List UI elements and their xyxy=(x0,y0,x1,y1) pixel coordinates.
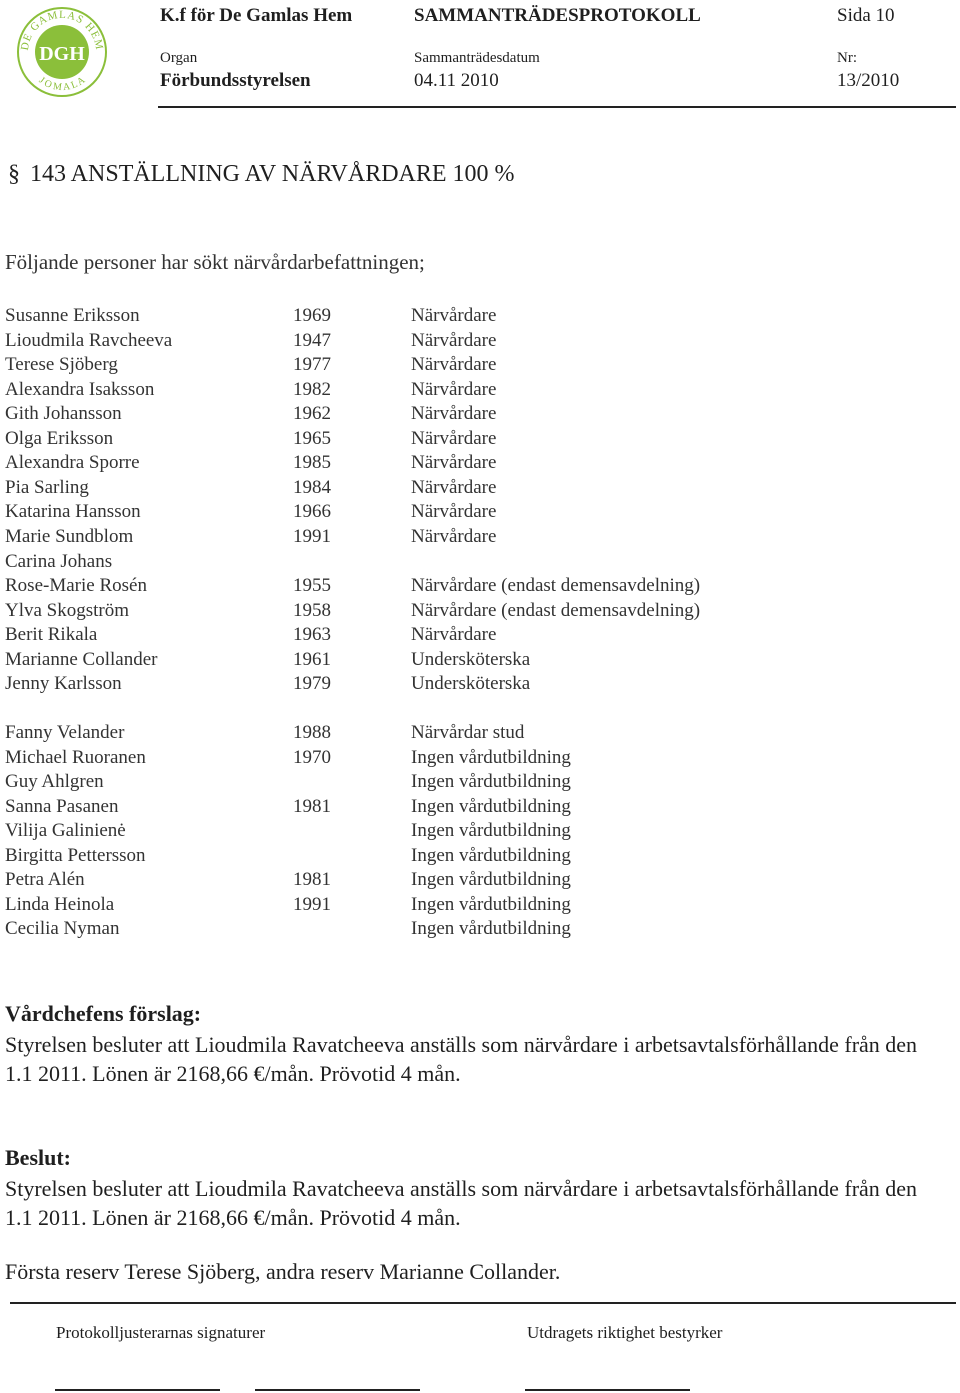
proposal-text: Styrelsen besluter att Lioudmila Ravatcheeva anställs som närvårdare i arbetsavtalsförhållande från den 1.1 2011. Lönen är 2168,66 €/mån. Prövotid 4 mån. xyxy=(5,1032,918,1086)
applicant-qualification: Ingen vårdutbildning xyxy=(411,869,571,891)
applicant-name: Petra Alén xyxy=(5,869,85,891)
applicant-name: Susanne Eriksson xyxy=(5,305,140,326)
signatures-label: Protokolljusterarnas signaturer xyxy=(56,1323,266,1342)
proposal-heading: Vårdchefens förslag: xyxy=(5,1001,202,1026)
organ-value: Förbundsstyrelsen xyxy=(160,70,311,91)
applicant-name: Sanna Pasanen xyxy=(5,795,119,817)
applicant-name: Rose-Marie Rosén xyxy=(5,575,147,597)
applicant-name: Katarina Hansson xyxy=(5,501,141,523)
applicant-qualification: Närvårdare xyxy=(411,378,497,400)
applicant-birth-year: 1982 xyxy=(293,378,331,400)
nr-value: 13/2010 xyxy=(837,70,900,91)
applicant-qualification: Närvårdar stud xyxy=(411,722,525,743)
applicant-qualification: Ingen vårdutbildning xyxy=(411,771,571,793)
applicant-birth-year: 1981 xyxy=(293,869,331,891)
date-value: 04.11 2010 xyxy=(414,70,499,91)
organization-logo xyxy=(14,4,110,100)
applicant-birth-year: 1958 xyxy=(293,599,331,621)
section-title: 143 ANSTÄLLNING AV NÄRVÅRDARE 100 % xyxy=(30,161,515,187)
applicant-name: Jenny Karlsson xyxy=(5,673,122,695)
applicant-qualification: Närvårdare xyxy=(411,624,497,646)
org-name: K.f för De Gamlas Hem xyxy=(160,5,353,26)
applicant-birth-year: 1970 xyxy=(293,746,331,768)
footer-rule xyxy=(10,1302,956,1304)
applicant-qualification: Ingen vårdutbildning xyxy=(411,795,571,817)
applicant-name: Alexandra Isaksson xyxy=(5,378,155,400)
signature-line xyxy=(525,1389,690,1391)
applicant-qualification: Ingen vårdutbildning xyxy=(411,746,571,768)
applicant-name: Terese Sjöberg xyxy=(5,354,118,376)
applicant-qualification: Närvårdare xyxy=(411,501,497,523)
applicant-name: Gith Johansson xyxy=(5,403,122,425)
applicant-qualification: Ingen vårdutbildning xyxy=(411,893,571,915)
page-number: Sida 10 xyxy=(837,5,895,26)
applicant-qualification: Närvårdare xyxy=(411,525,497,547)
applicant-birth-year: 1981 xyxy=(293,795,331,817)
applicant-qualification: Ingen vårdutbildning xyxy=(411,918,571,940)
applicant-name: Guy Ahlgren xyxy=(5,771,104,793)
applicant-name: Alexandra Sporre xyxy=(5,452,140,474)
applicant-name: Lioudmila Ravcheeva xyxy=(5,329,173,351)
applicant-name: Pia Sarling xyxy=(5,476,89,498)
applicant-birth-year: 1991 xyxy=(293,525,331,547)
applicant-qualification: Ingen vårdutbildning xyxy=(411,820,571,842)
signature-line xyxy=(255,1389,420,1391)
applicant-birth-year: 1969 xyxy=(293,305,331,326)
applicant-birth-year: 1979 xyxy=(293,673,331,695)
applicant-name: Linda Heinola xyxy=(5,893,115,915)
signature-line xyxy=(55,1389,220,1391)
applicant-qualification: Undersköterska xyxy=(411,673,531,695)
applicant-birth-year: 1947 xyxy=(293,329,331,351)
logo-ring-top: DE GAMLAS HEM xyxy=(18,8,106,52)
applicant-qualification: Närvårdare xyxy=(411,452,497,474)
paragraph-symbol: § xyxy=(8,161,20,187)
applicant-name: Vilija Galinienė xyxy=(5,820,126,842)
applicant-birth-year: 1962 xyxy=(293,403,331,425)
applicant-name: Ylva Skogström xyxy=(5,599,130,621)
applicant-name: Marie Sundblom xyxy=(5,525,134,547)
applicant-qualification: Närvårdare xyxy=(411,476,497,498)
applicant-birth-year: 1961 xyxy=(293,648,331,670)
applicant-name: Birgitta Pettersson xyxy=(5,844,146,866)
reserves-text: Första reserv Terese Sjöberg, andra reserv Marianne Collander. xyxy=(5,1259,561,1284)
decision-heading: Beslut: xyxy=(5,1145,71,1170)
applicant-name: Olga Eriksson xyxy=(5,427,114,449)
date-label: Sammanträdesdatum xyxy=(414,50,540,66)
applicant-birth-year: 1965 xyxy=(293,427,331,449)
applicant-name: Fanny Velander xyxy=(5,722,125,743)
applicant-birth-year: 1988 xyxy=(293,722,331,743)
applicant-qualification: Närvårdare xyxy=(411,329,497,351)
applicant-qualification: Ingen vårdutbildning xyxy=(411,844,571,866)
section-heading xyxy=(8,161,515,188)
applicant-birth-year: 1977 xyxy=(293,354,331,376)
logo-monogram: DGH xyxy=(39,43,85,65)
applicant-name: Michael Ruoranen xyxy=(5,746,146,768)
applicant-qualification: Närvårdare xyxy=(411,427,497,449)
applicant-name: Cecilia Nyman xyxy=(5,918,120,940)
applicant-qualification: Närvårdare xyxy=(411,305,497,326)
certified-label: Utdragets riktighet bestyrker xyxy=(527,1323,723,1342)
applicant-name: Berit Rikala xyxy=(5,624,98,646)
decision-text: Styrelsen besluter att Lioudmila Ravatcheeva anställs som närvårdare i arbetsavtalsförhållande från den 1.1 2011. Lönen är 2168,66 €/mån. Prövotid 4 mån. xyxy=(5,1176,918,1230)
applicant-qualification: Närvårdare xyxy=(411,354,497,376)
document-type: SAMMANTRÄDESPROTOKOLL xyxy=(414,5,701,26)
header-rule xyxy=(158,106,956,108)
logo-ring-bottom: J O M A L A xyxy=(36,74,88,94)
applicant-qualification: Närvårdare (endast demensavdelning) xyxy=(411,599,701,621)
applicant-birth-year: 1966 xyxy=(293,501,331,523)
applicant-birth-year: 1984 xyxy=(293,476,331,498)
applicant-birth-year: 1955 xyxy=(293,575,331,597)
organ-label: Organ xyxy=(160,50,198,66)
applicant-name: Carina Johans xyxy=(5,550,113,572)
applicant-name: Marianne Collander xyxy=(5,648,158,670)
applicant-qualification: Närvårdare (endast demensavdelning) xyxy=(411,575,701,597)
applicant-birth-year: 1985 xyxy=(293,452,331,474)
nr-label: Nr: xyxy=(837,50,857,66)
applicant-qualification: Närvårdare xyxy=(411,403,497,425)
applicant-birth-year: 1963 xyxy=(293,624,331,646)
applicant-birth-year: 1991 xyxy=(293,893,331,915)
applicant-qualification: Undersköterska xyxy=(411,648,531,670)
intro-text: Följande personer har sökt närvårdarbefattningen; xyxy=(5,250,425,274)
